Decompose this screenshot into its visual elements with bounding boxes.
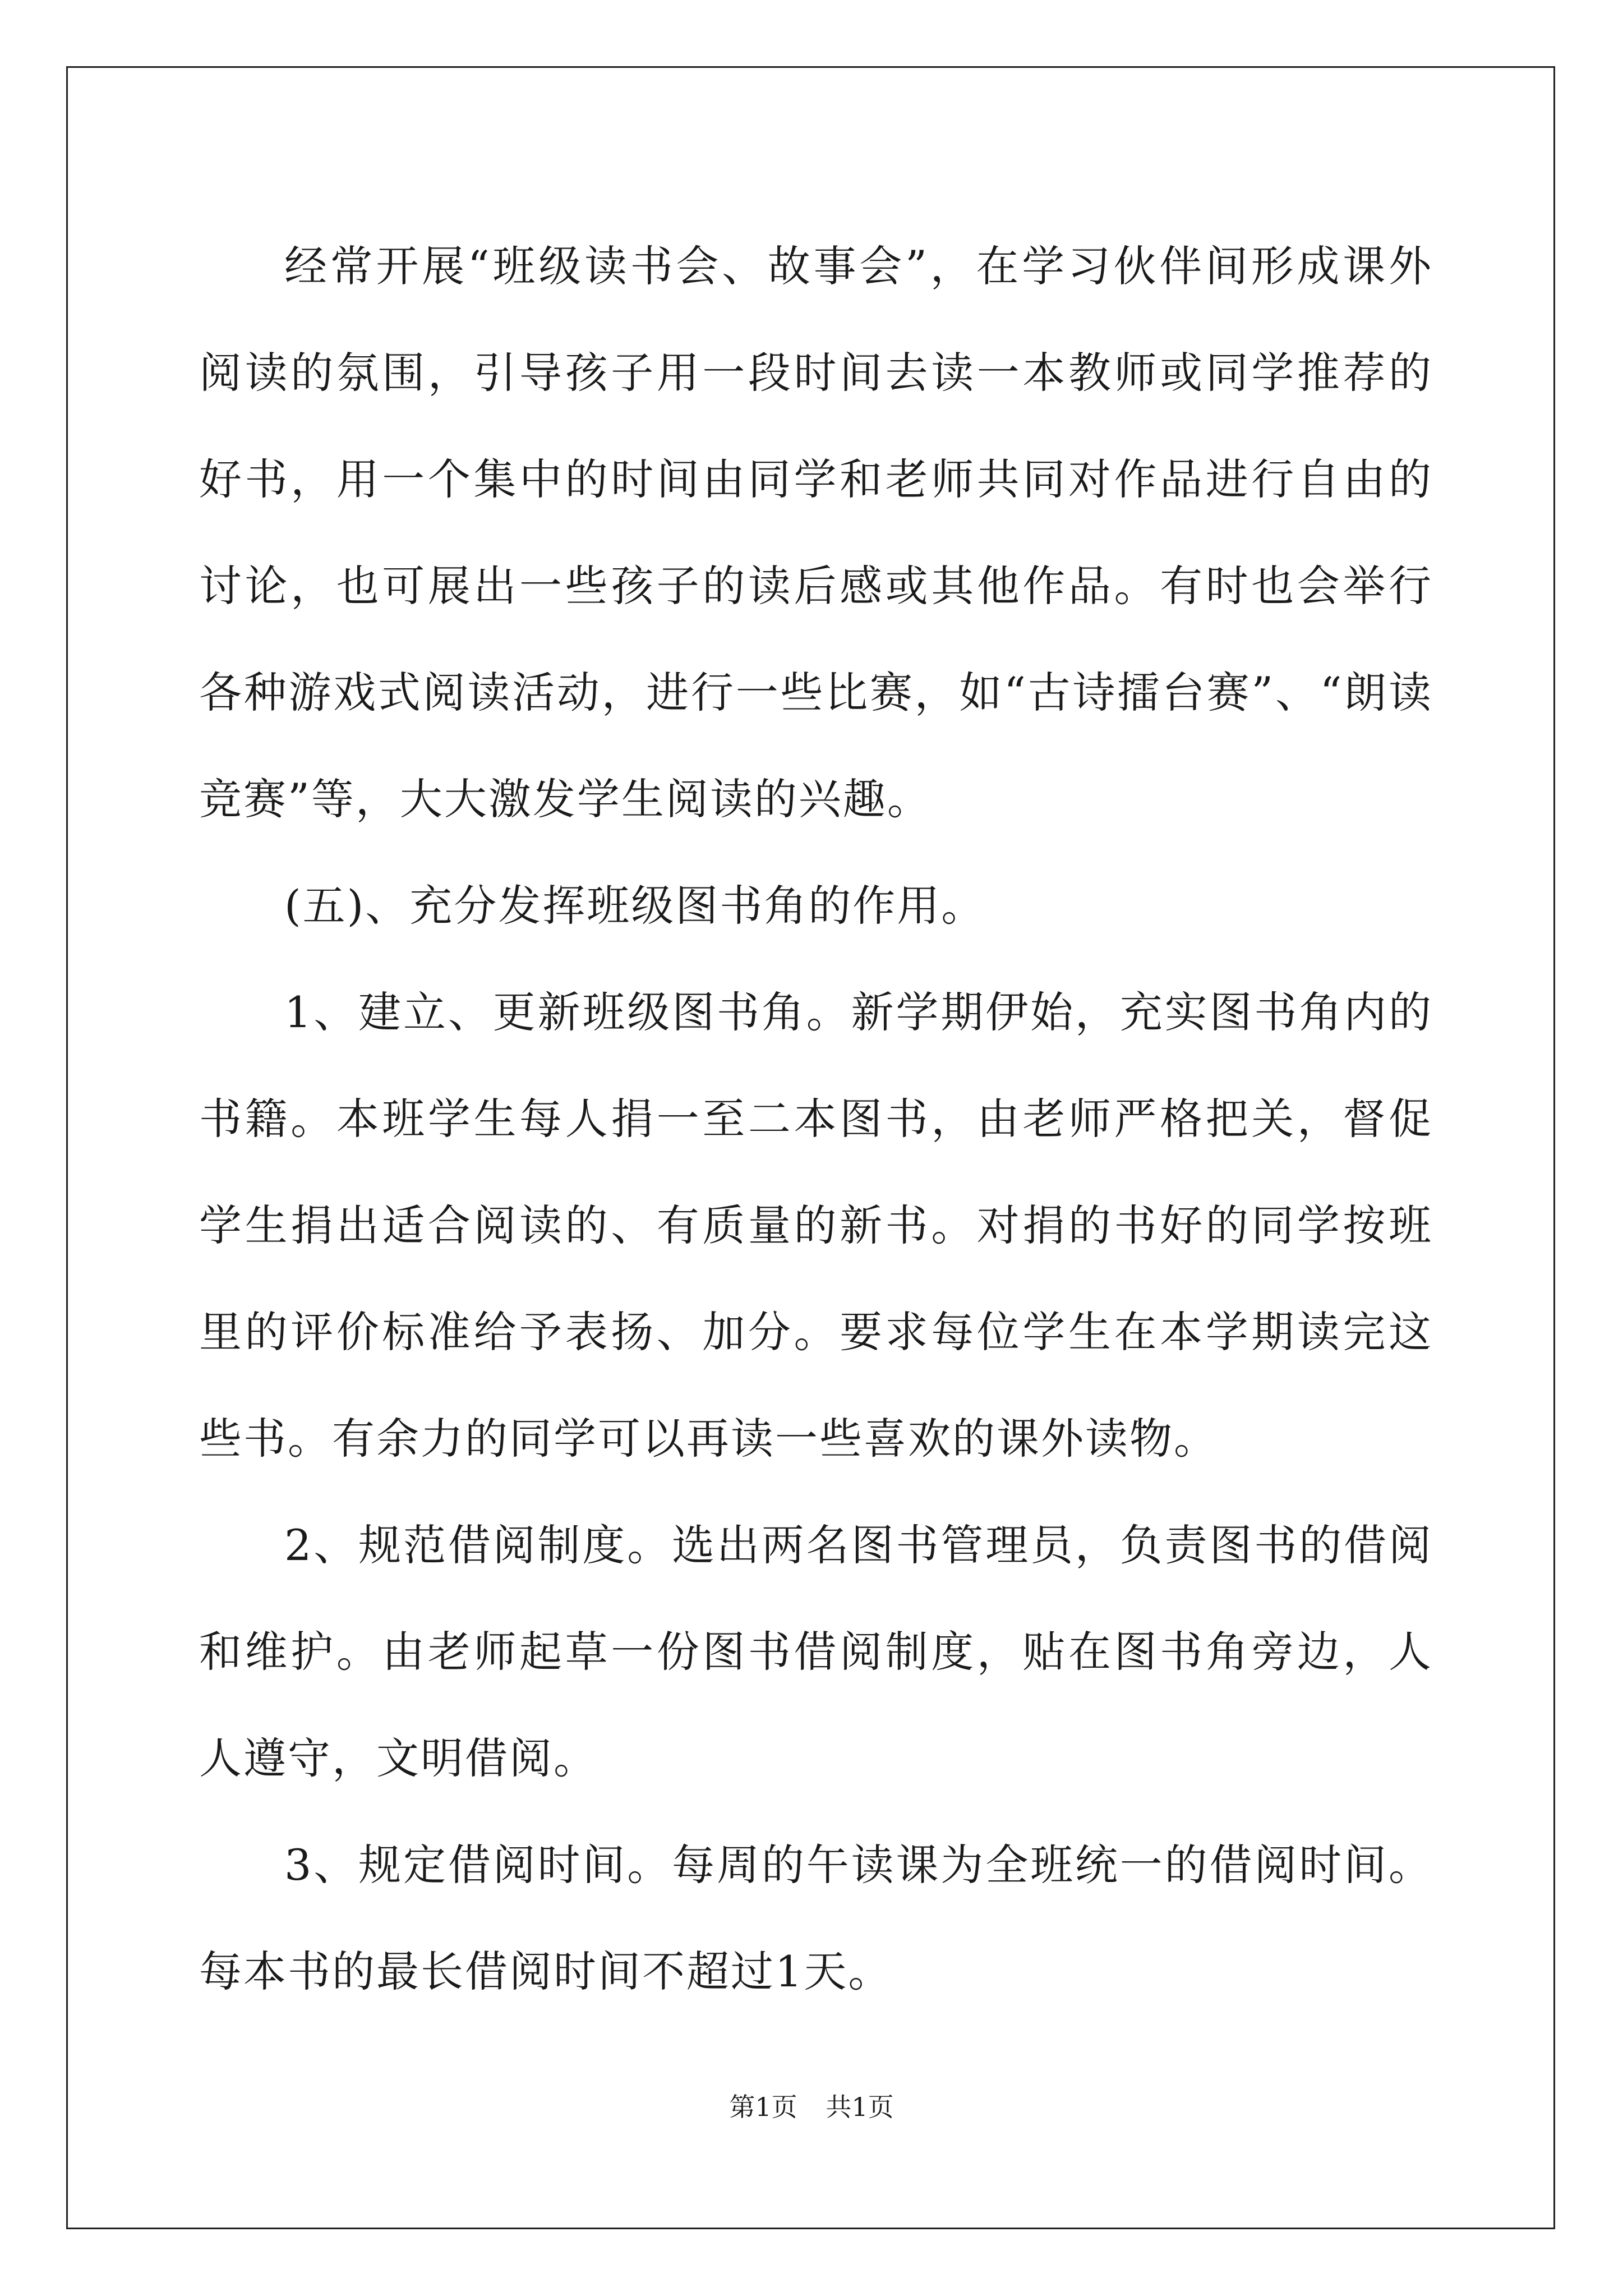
page-number-current: 第1页: [729, 2092, 797, 2122]
paragraph-reading-activities: 经常开展“班级读书会、故事会”，在学习伙伴间形成课外阅读的氛围，引导孩子用一段时间去读一本教师或同学推荐的好书，用一个集中的时间由同学和老师共同对作品进行自由的讨论，也可展出一些孩子的读后感或其他作品。有时也会举行各种游戏式阅读活动，进行一些比赛，如“古诗擂台赛”、“朗读竞赛”等，大大激发学生阅读的兴趣。: [199, 241, 1433, 824]
page-number-total: 共1页: [826, 2092, 894, 2122]
paragraph-book-corner: 1、建立、更新班级图书角。新学期伊始，充实图书角内的书籍。本班学生每人捐一至二本图书，由老师严格把关，督促学生捐出适合阅读的、有质量的新书。对捐的书好的同学按班里的评价标准给予表扬、加分。要求每位学生在本学期读完这些书。有余力的同学可以再读一些喜欢的课外读物。: [199, 987, 1433, 1464]
paragraph-borrowing-time: 3、规定借阅时间。每周的午读课为全班统一的借阅时间。每本书的最长借阅时间不超过1天。: [199, 1840, 1433, 1996]
document-body: [199, 213, 1433, 2025]
paragraph-section-heading: (五)、充分发挥班级图书角的作用。: [284, 881, 986, 931]
paragraph-borrowing-rules: 2、规范借阅制度。选出两名图书管理员，负责图书的借阅和维护。由老师起草一份图书借阅制度，贴在图书角旁边，人人遵守，文明借阅。: [199, 1520, 1433, 1783]
page-footer: [0, 2087, 1623, 2124]
